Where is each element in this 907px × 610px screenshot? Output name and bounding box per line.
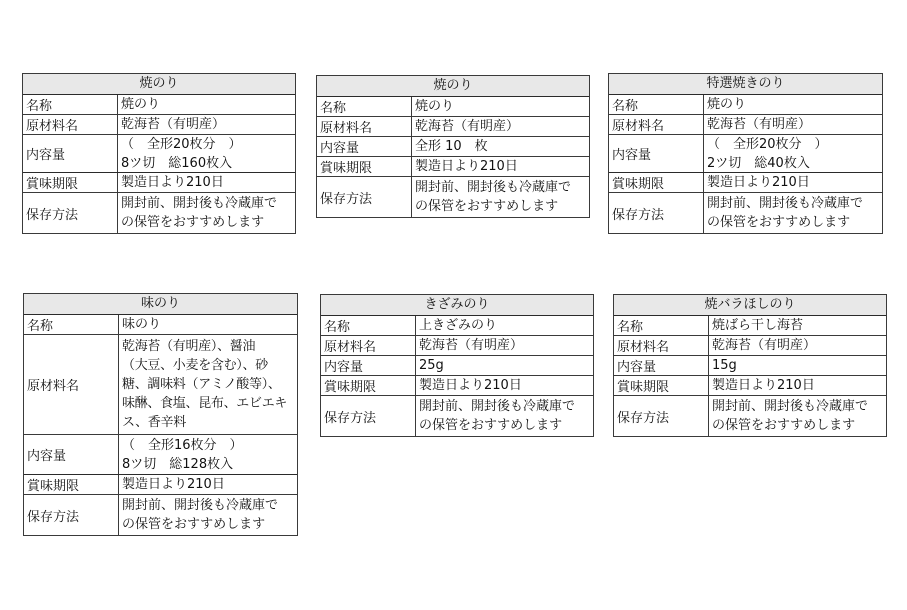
row-name <box>317 97 589 117</box>
value-line: 乾海苔（有明産） <box>707 117 812 132</box>
key-ingredients: 原材料名 <box>614 336 709 355</box>
value-line: 開封前、開封後も冷蔵庫で <box>415 180 572 195</box>
row-best-before <box>317 157 589 177</box>
value-contents <box>704 135 882 172</box>
row-contents <box>614 356 886 376</box>
row-ingredients <box>609 115 882 135</box>
row-ingredients <box>321 336 593 356</box>
label-card-yaki-bara-hoshinori <box>613 294 887 437</box>
row-name <box>321 316 593 336</box>
value-line: の保管をおすすめします <box>121 215 265 230</box>
value-best-before <box>709 376 886 395</box>
key-ingredients: 原材料名 <box>321 336 416 355</box>
key-contents: 内容量 <box>321 356 416 375</box>
row-ingredients <box>614 336 886 356</box>
value-storage <box>119 495 297 535</box>
value-line: 乾海苔（有明産） <box>419 338 524 353</box>
row-storage <box>23 193 295 233</box>
value-line: 15g <box>712 358 737 373</box>
row-contents <box>609 135 882 173</box>
key-storage: 保存方法 <box>317 177 412 217</box>
value-name <box>118 95 295 114</box>
row-best-before <box>24 475 297 495</box>
key-contents: 内容量 <box>317 137 412 156</box>
key-best-before: 賞味期限 <box>609 173 704 192</box>
value-line: 焼のり <box>121 97 161 112</box>
key-storage: 保存方法 <box>609 193 704 233</box>
value-name <box>416 316 593 335</box>
value-line: （ 全形16枚分 ） <box>122 437 243 453</box>
value-contents <box>118 135 295 172</box>
row-best-before <box>23 173 295 193</box>
value-ingredients <box>412 117 589 136</box>
value-name <box>412 97 589 116</box>
value-line: の保管をおすすめします <box>419 418 563 433</box>
row-storage <box>24 495 297 535</box>
value-line: 味のり <box>122 317 162 332</box>
value-ingredients <box>416 336 593 355</box>
key-name: 名称 <box>609 95 704 114</box>
label-card-tokusen-yakinori <box>608 73 883 234</box>
key-best-before: 賞味期限 <box>317 157 412 176</box>
key-best-before: 賞味期限 <box>321 376 416 395</box>
key-name: 名称 <box>614 316 709 335</box>
value-name <box>119 315 297 334</box>
value-line: 開封前、開封後も冷蔵庫で <box>419 399 576 414</box>
value-line: の保管をおすすめします <box>707 215 851 230</box>
row-contents <box>317 137 589 157</box>
value-best-before <box>412 157 589 176</box>
value-best-before <box>119 475 297 494</box>
value-ingredients <box>118 115 295 134</box>
value-line: 乾海苔（有明産）、醤油 <box>122 339 256 354</box>
value-line: （大豆、小麦を含む）、砂 <box>122 358 268 373</box>
key-contents: 内容量 <box>614 356 709 375</box>
card-title: 焼バラほしのり <box>614 295 886 316</box>
value-line: 製造日より210日 <box>419 378 522 393</box>
value-line: 上きざみのり <box>419 318 498 333</box>
row-name <box>24 315 297 335</box>
value-line: 製造日より210日 <box>707 175 810 190</box>
value-line: 開封前、開封後も冷蔵庫で <box>707 196 864 211</box>
key-best-before: 賞味期限 <box>614 376 709 395</box>
value-line: 製造日より210日 <box>415 159 518 174</box>
value-line: 8ツ切 総160枚入 <box>121 155 233 171</box>
value-line: 乾海苔（有明産） <box>121 117 226 132</box>
value-storage <box>416 396 593 436</box>
value-line: 糖、調味料（アミノ酸等）、 <box>122 377 281 392</box>
value-line: 焼ばら干し海苔 <box>712 318 804 333</box>
row-ingredients <box>24 335 297 435</box>
value-contents <box>119 435 297 474</box>
key-name: 名称 <box>23 95 118 114</box>
value-storage <box>412 177 589 217</box>
row-storage <box>321 396 593 436</box>
value-line: 製造日より210日 <box>121 175 224 190</box>
value-line: 乾海苔（有明産） <box>415 119 520 134</box>
value-storage <box>709 396 886 436</box>
value-contents <box>412 137 589 156</box>
value-line: 開封前、開封後も冷蔵庫で <box>122 498 279 513</box>
row-name <box>609 95 882 115</box>
value-name <box>709 316 886 335</box>
row-contents <box>321 356 593 376</box>
value-line: 焼のり <box>415 99 455 114</box>
value-line: 焼のり <box>707 97 747 112</box>
label-card-yakinori-20 <box>22 73 296 234</box>
row-name <box>23 95 295 115</box>
value-line: 製造日より210日 <box>122 477 225 492</box>
value-line: （ 全形20枚分 ） <box>707 136 828 152</box>
row-ingredients <box>23 115 295 135</box>
key-ingredients: 原材料名 <box>317 117 412 136</box>
value-ingredients <box>119 335 297 434</box>
value-contents <box>709 356 886 375</box>
value-contents <box>416 356 593 375</box>
value-line: 開封前、開封後も冷蔵庫で <box>712 399 869 414</box>
row-best-before <box>321 376 593 396</box>
key-storage: 保存方法 <box>614 396 709 436</box>
value-name <box>704 95 882 114</box>
key-storage: 保存方法 <box>24 495 119 535</box>
row-best-before <box>614 376 886 396</box>
key-contents: 内容量 <box>609 135 704 172</box>
key-ingredients: 原材料名 <box>23 115 118 134</box>
value-line: の保管をおすすめします <box>415 199 559 214</box>
card-title: 焼のり <box>23 74 295 95</box>
value-line: 製造日より210日 <box>712 378 815 393</box>
row-contents <box>24 435 297 475</box>
key-best-before: 賞味期限 <box>23 173 118 192</box>
key-name: 名称 <box>317 97 412 116</box>
value-line: 全形 10 枚 <box>415 139 488 154</box>
value-best-before <box>704 173 882 192</box>
key-ingredients: 原材料名 <box>609 115 704 134</box>
row-storage <box>609 193 882 233</box>
label-card-ajinori <box>23 293 298 536</box>
value-line: の保管をおすすめします <box>712 418 856 433</box>
label-card-kizaminori <box>320 294 594 437</box>
key-name: 名称 <box>321 316 416 335</box>
value-line: の保管をおすすめします <box>122 517 266 532</box>
card-title: きざみのり <box>321 295 593 316</box>
key-ingredients: 原材料名 <box>24 335 119 434</box>
key-contents: 内容量 <box>24 435 119 474</box>
value-ingredients <box>704 115 882 134</box>
key-best-before: 賞味期限 <box>24 475 119 494</box>
value-line: 25g <box>419 358 444 373</box>
value-best-before <box>118 173 295 192</box>
value-storage <box>118 193 295 233</box>
value-line: 乾海苔（有明産） <box>712 338 817 353</box>
value-line: 味醂、食塩、昆布、エビエキ <box>122 396 288 411</box>
row-contents <box>23 135 295 173</box>
value-storage <box>704 193 882 233</box>
label-card-yakinori-10 <box>316 75 590 218</box>
value-line: 8ツ切 総128枚入 <box>122 456 234 472</box>
value-line: 開封前、開封後も冷蔵庫で <box>121 196 278 211</box>
value-best-before <box>416 376 593 395</box>
row-name <box>614 316 886 336</box>
value-line: （ 全形20枚分 ） <box>121 136 242 152</box>
key-contents: 内容量 <box>23 135 118 172</box>
row-storage <box>317 177 589 217</box>
key-storage: 保存方法 <box>321 396 416 436</box>
value-line: ス、香辛料 <box>122 415 186 430</box>
value-line: 2ツ切 総40枚入 <box>707 155 810 171</box>
row-ingredients <box>317 117 589 137</box>
card-title: 焼のり <box>317 76 589 97</box>
key-storage: 保存方法 <box>23 193 118 233</box>
card-title: 特選焼きのり <box>609 74 882 95</box>
value-ingredients <box>709 336 886 355</box>
card-title: 味のり <box>24 294 297 315</box>
row-best-before <box>609 173 882 193</box>
row-storage <box>614 396 886 436</box>
key-name: 名称 <box>24 315 119 334</box>
